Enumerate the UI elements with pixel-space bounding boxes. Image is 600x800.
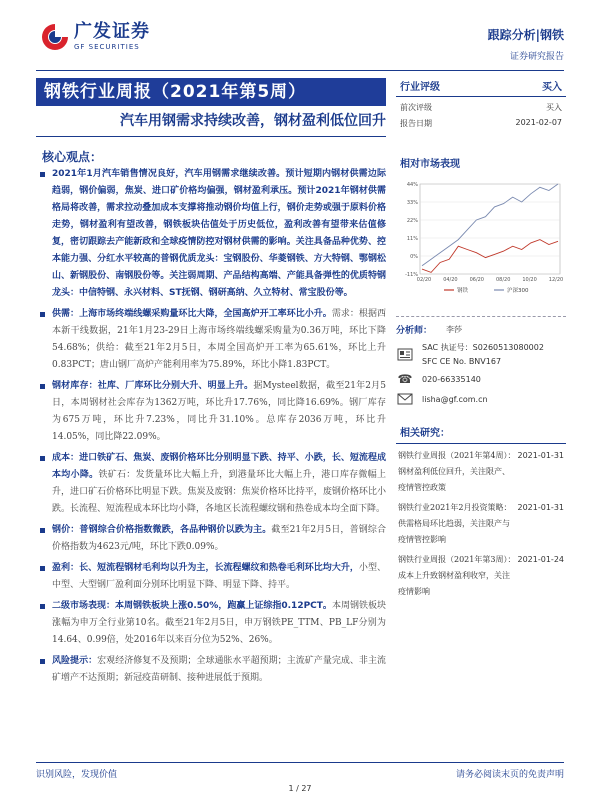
phone-icon: ☎ — [397, 372, 413, 386]
chart-plot-area — [420, 184, 560, 274]
chart-x-tick: 06/20 — [469, 277, 485, 283]
bullet-text: 本周钢铁板块涨幅为申万全行业第10名。截至21年2月5日，申万钢铁PE_TTM、PB_LF分别为14.64、0.99倍，处2016年以来百分位为52%、26%。 — [52, 601, 386, 645]
footer-right: 请务必阅读末页的免责声明 — [455, 770, 564, 780]
core-bullet — [36, 378, 386, 446]
chart-y-tick: 0% — [410, 254, 418, 260]
chart-x-tick: 10/20 — [522, 277, 537, 283]
prev-rating-value: 买入 — [546, 103, 562, 112]
related-item-title: 钢铁行业周报（2021年第3周）：成本上升致钢材盈利收窄，关注疫情影响 — [398, 555, 516, 596]
bullet-text: 铁矿石：发货量环比大幅上升，到港量环比大幅上升，港口库存微幅上升，进口矿石价格环比明显下跌。焦炭及废钢：焦炭价格环比持平，废钢价格环比小跌。长流程、短流程成本环比均小降，各地区长流程螺纹钢和热卷成本均全面下降。 — [52, 470, 386, 514]
report-header — [0, 0, 600, 72]
related-item-date: 2021-01-24 — [517, 555, 564, 564]
bullet-text: 据Mysteel数据，截至21年2月5日，本周钢材社会库存为1362万吨，环比升17.76%，同比降16.69%。钢厂库存为675万吨，环比升7.23%，同比升31.10%。总库存2036万吨，环比升14.05%，同比降22.09%。 — [52, 381, 386, 442]
chart-legend-label: 钢铁 — [457, 288, 469, 294]
bullet-bold: 二级市场表现：本周钢铁板块上涨0.50%，跑赢上证综指0.12PCT。 — [52, 601, 332, 611]
bullet-text: 小型、中型、大型钢厂盈利面分别环比明显下降、明显下降、持平。 — [52, 563, 386, 590]
related-item-title: 钢铁行业2021年2月投资策略：供需格局环比趋弱，关注限产与疫情管控影响 — [398, 503, 512, 544]
rating-header — [396, 74, 566, 97]
core-bullet — [36, 560, 386, 594]
report-category: 跟踪分析|钢铁 — [487, 28, 564, 42]
analyst-email[interactable]: lisha@gf.com.cn — [422, 394, 488, 404]
bullet-bold: 钢材库存：社库、厂库环比分别大升、明显上升。 — [52, 381, 254, 391]
rating-value: 买入 — [542, 82, 562, 93]
related-item[interactable] — [396, 496, 566, 548]
chart-title: 相对市场表现 — [400, 159, 460, 170]
related-item-date: 2021-01-31 — [517, 503, 564, 512]
analyst-block — [396, 316, 566, 406]
report-date-label: 报告日期 — [400, 119, 432, 128]
relative-performance-chart — [396, 178, 566, 298]
analyst-sac: SAC 执证号：S0260513080002 — [422, 343, 544, 352]
related-research-list — [396, 444, 566, 600]
header-divider — [36, 70, 564, 71]
core-bullet — [36, 306, 386, 374]
core-bullets — [36, 166, 386, 691]
chart-y-tick: 22% — [406, 218, 418, 224]
core-bullet — [36, 522, 386, 556]
chart-y-tick: 11% — [406, 236, 418, 242]
footer-left: 识别风险，发现价值 — [36, 770, 118, 780]
bullet-bold: 钢价：普钢综合价格指数微跌，各品种钢价以跌为主。 — [52, 525, 272, 535]
prev-rating-row — [396, 97, 566, 113]
report-subtype: 证券研究报告 — [509, 52, 564, 62]
logo-en: GF SECURITIES — [74, 43, 140, 51]
analyst-name: 李莎 — [446, 325, 462, 334]
core-bullet — [36, 166, 386, 302]
core-bullet — [36, 653, 386, 687]
related-item[interactable] — [396, 548, 566, 600]
chart-y-tick: 44% — [406, 182, 418, 188]
logo-cn: 广发证券 — [74, 21, 150, 42]
prev-rating-label: 前次评级 — [400, 103, 432, 112]
core-title: 核心观点： — [42, 150, 103, 164]
related-item[interactable] — [396, 444, 566, 496]
report-title: 钢铁行业周报（2021年第5周） — [36, 78, 386, 106]
report-date-value: 2021-02-07 — [515, 118, 562, 127]
title-divider — [36, 136, 386, 137]
chart-x-tick: 08/20 — [495, 277, 511, 283]
bullet-bold: 风险提示： — [52, 656, 98, 666]
report-subtitle: 汽车用钢需求持续改善，钢材盈利低位回升 — [120, 113, 386, 129]
analyst-label: 分析师： — [396, 326, 433, 336]
chart-series-line — [422, 184, 558, 266]
chart-y-tick: -11% — [405, 272, 418, 278]
rating-title: 行业评级 — [400, 82, 440, 93]
gf-logo — [40, 22, 150, 52]
core-bullet — [36, 598, 386, 649]
email-icon — [396, 392, 414, 406]
page-number: 1 / 27 — [288, 784, 312, 793]
bullet-bold: 盈利：长、短流程钢材毛利均以升为主，长流程螺纹和热卷毛利环比均大升， — [52, 563, 359, 573]
core-bullet — [36, 450, 386, 518]
analyst-sfc: SFC CE No. BNV167 — [422, 357, 502, 366]
related-research-title: 相关研究： — [396, 420, 566, 444]
chart-x-tick: 04/20 — [443, 277, 458, 283]
related-item-date: 2021-01-31 — [517, 451, 564, 460]
chart-legend-label: 沪深300 — [507, 288, 529, 294]
report-date-row — [396, 113, 566, 129]
bullet-bold: 供需：上海市场终端线螺采购量环比大降，全国高炉开工率环比小升。 — [52, 309, 332, 319]
bullet-bold: 2021年1月汽车销售情况良好，汽车用钢需求继续改善。预计短期内钢材供需边际趋弱，钢价偏弱，焦炭、进口矿价格均偏强，钢材盈利承压。预计2021年钢材供需格局将改善，需求拉动叠加成本支撑将推动钢价均值上行，钢价走势或强于原料价格走势，钢材盈利有望改善，钢铁板块估值处于历史低位，盈利改善有望带来估值修复，密切跟踪去产能新政和全球疫情防控对钢材供需的影响。关注具备品种优势、控本能力强、分红水平较高的普钢优质龙头：宝钢股份、华菱钢铁、方大特钢、鄂钢松山、新钢股份、南钢股份等。关注弱周期、产品结构高端、产能具备弹性的优质特钢龙头：中信特钢、永兴材料、ST抚钢、钢研高纳、久立特材、常宝股份等。 — [52, 169, 386, 298]
gf-logo-icon — [40, 22, 70, 52]
sidebar — [396, 74, 566, 600]
analyst-phone: 020-66335140 — [422, 374, 481, 384]
chart-x-tick: 12/20 — [548, 277, 564, 283]
bullet-text: 截至21年2月5日，普钢综合价格指数为4623元/吨，环比下跌0.09%。 — [52, 525, 386, 552]
bullet-text: 需求：根据西本新干线数据，21年1月23-29日上海市场终端线螺采购量为0.36万吨，环比下降54.68%；供给：截至21年2月5日，本周全国高炉开工率为65.61%，环比上升0.83PCT；唐山钢厂高炉产能利用率为75.89%，环比小降1.83PCT。 — [52, 309, 386, 370]
id-card-icon — [396, 347, 414, 361]
chart-x-tick: 02/20 — [416, 277, 432, 283]
bullet-text: 宏观经济修复不及预期；全球通胀水平超预期；主流矿产量完成、非主流矿增产不达预期；新冠疫苗研制、接种进展低于预期。 — [52, 656, 386, 683]
chart-y-tick: 33% — [406, 200, 418, 206]
related-item-title: 钢铁行业周报（2021年第4周）：钢材盈利低位回升，关注限产、疫情管控政策 — [398, 451, 516, 492]
page-footer — [36, 762, 564, 780]
bullet-bold: 成本：进口铁矿石、焦炭、废钢价格环比分别明显下跌、持平、小跌，长、短流程成本均小降。 — [52, 453, 386, 480]
